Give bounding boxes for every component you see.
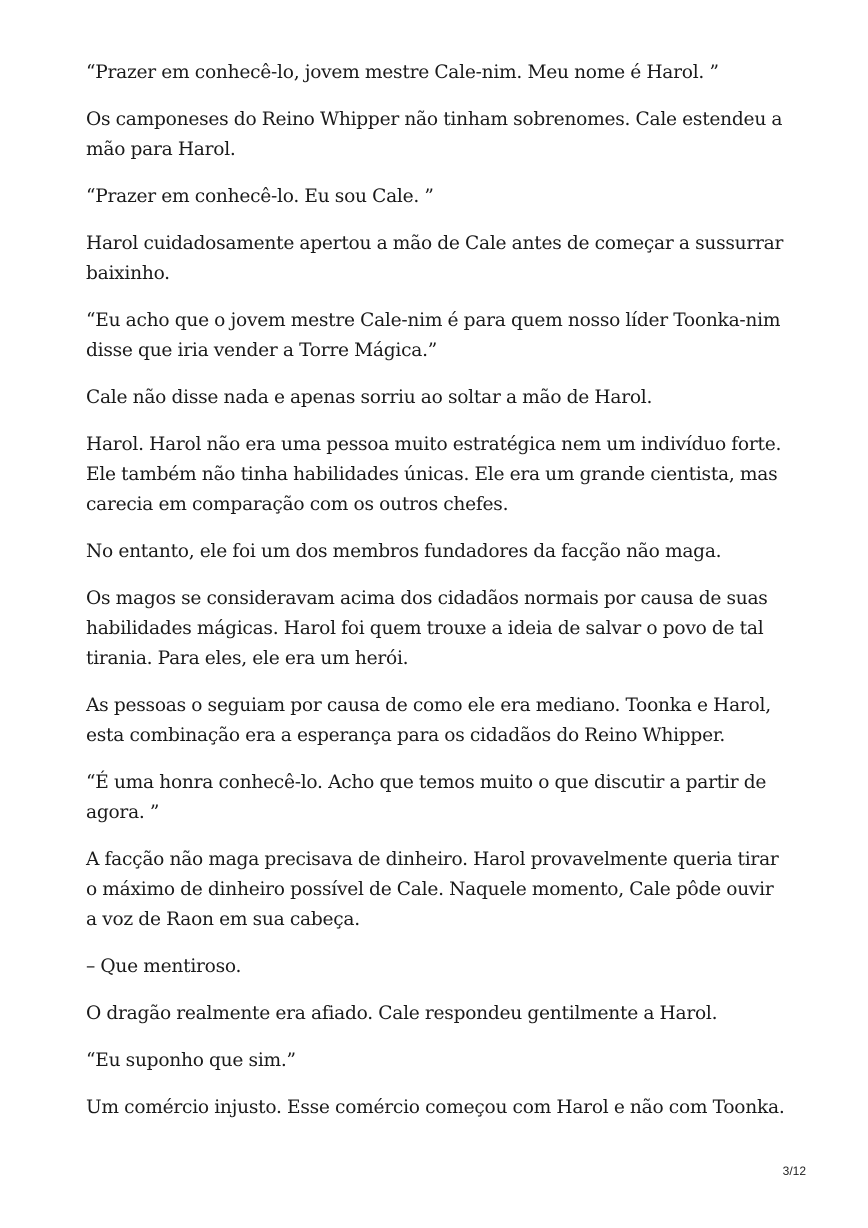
paragraph: No entanto, ele foi um dos membros fundadores da facção não maga. <box>86 541 722 562</box>
paragraph: O dragão realmente era afiado. Cale respondeu gentilmente a Harol. <box>86 1003 718 1024</box>
paragraph: “Eu acho que o jovem mestre Cale-nim é para quem nosso líder Toonka-nim disse que iria vender a Torre Mágica.” <box>86 310 781 361</box>
paragraph: As pessoas o seguiam por causa de como ele era mediano. Toonka e Harol, esta combinação era a esperança para os cidadãos do Reino Whipper. <box>86 695 771 746</box>
paragraph: “É uma honra conhecê-lo. Acho que temos muito o que discutir a partir de agora. ” <box>86 772 767 823</box>
paragraph: Um comércio injusto. Esse comércio começou com Harol e não com Toonka. <box>86 1097 785 1118</box>
paragraph: Os camponeses do Reino Whipper não tinham sobrenomes. Cale estendeu a mão para Harol. <box>86 109 783 160</box>
paragraph: “Eu suponho que sim.” <box>86 1050 296 1071</box>
paragraph: – Que mentiroso. <box>86 956 242 977</box>
paragraph: Os magos se consideravam acima dos cidadãos normais por causa de suas habilidades mágicas. Harol foi quem trouxe a ideia de salvar o povo de tal tirania. Para eles, ele era um herói. <box>86 588 768 669</box>
paragraph: Harol cuidadosamente apertou a mão de Cale antes de começar a sussurrar baixinho. <box>86 233 784 284</box>
page-number: 3/12 <box>782 1164 806 1178</box>
paragraph: “Prazer em conhecê-lo. Eu sou Cale. ” <box>86 186 434 207</box>
paragraph: “Prazer em conhecê-lo, jovem mestre Cale-nim. Meu nome é Harol. ” <box>86 62 719 83</box>
paragraph: Harol. Harol não era uma pessoa muito estratégica nem um indivíduo forte. Ele também não tinha habilidades únicas. Ele era um grande cientista, mas carecia em comparação com os outros chefes. <box>86 434 782 515</box>
paragraph: Cale não disse nada e apenas sorriu ao soltar a mão de Harol. <box>86 387 653 408</box>
paragraph: A facção não maga precisava de dinheiro. Harol provavelmente queria tirar o máximo de dinheiro possível de Cale. Naquele momento, Cale pôde ouvir a voz de Raon em sua cabeça. <box>86 849 779 930</box>
document-page <box>86 58 786 1140</box>
